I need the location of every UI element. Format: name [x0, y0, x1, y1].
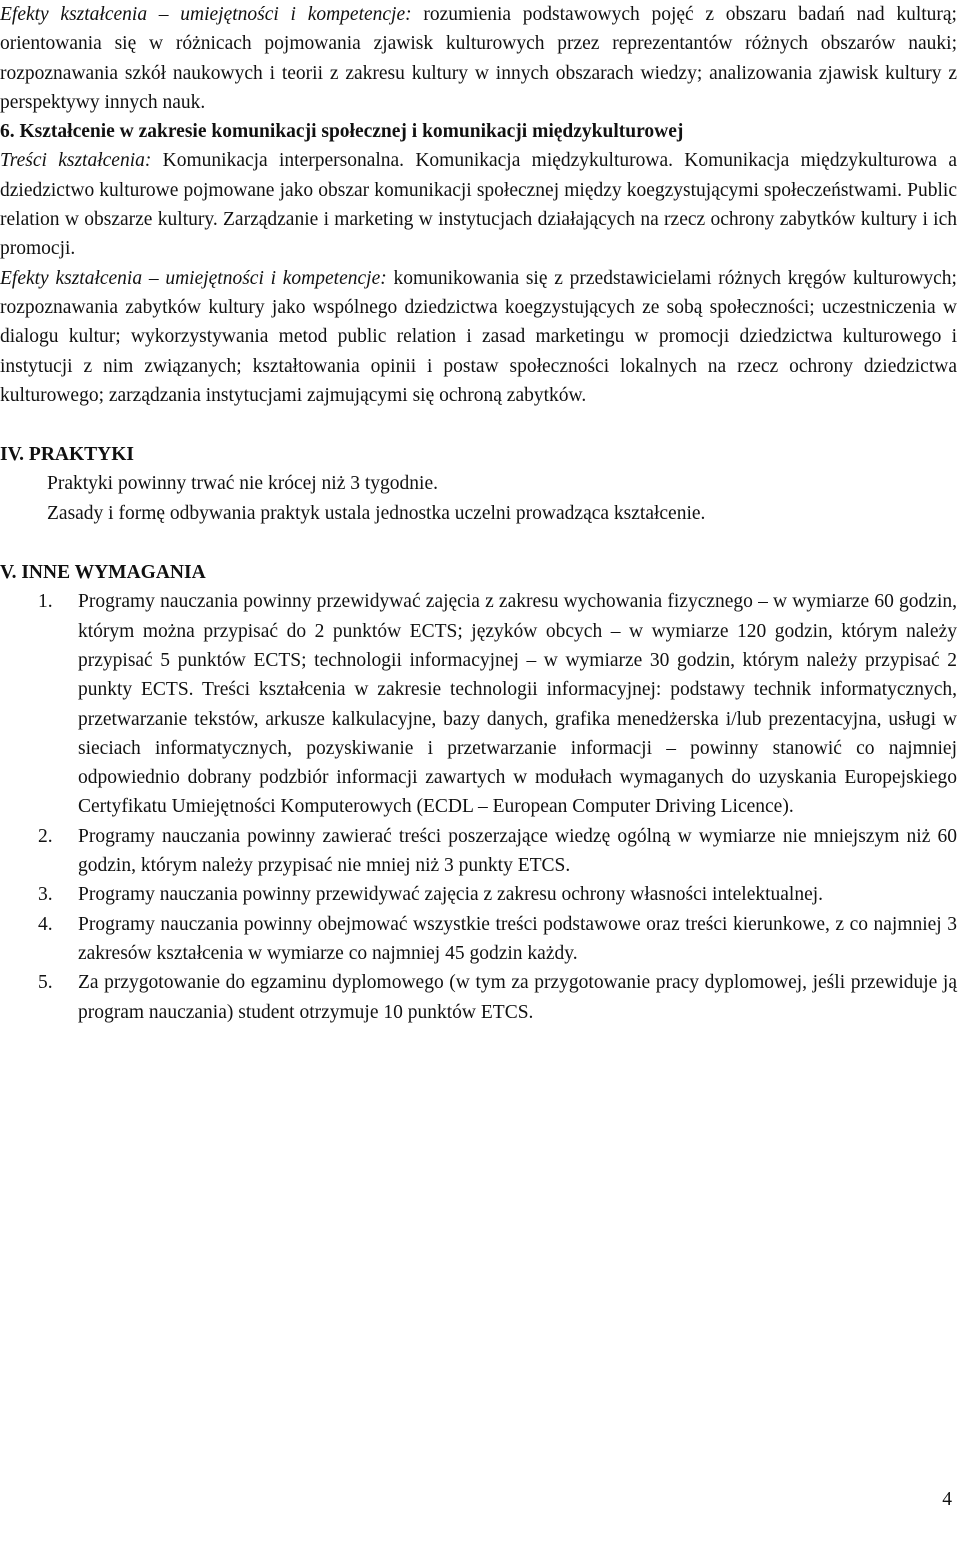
praktyki-line-1: Praktyki powinny trwać nie krócej niż 3 tygodnie. [47, 473, 438, 495]
list-item [0, 968, 957, 1027]
effects-text: komunikowania się z przedstawicielami różnych kręgów kulturowych; rozpoznawania zabytków kultury jako wspólnego dziedzictwa koegzystujących ze sobą społeczności; uczestniczenia w dialogu kultur; wykorzystywania metod public relation i zasad marketingu w promocji dziedzictwa kulturowego i instytucji z nim związanych; kształtowania opinii i postaw społeczności lokalnych na rzecz ochrony dziedzictwa kulturowego; zarządzania instytucjami zajmującymi się ochroną zabytków. [0, 267, 957, 406]
list-item-text: Programy nauczania powinny zawierać treści poszerzające wiedzę ogólną w wymiarze nie mniejszym niż 60 godzin, którym należy przypisać nie mniej niż 3 punkty ETCS. [78, 825, 957, 877]
section-v-heading: V. INNE WYMAGANIA [0, 562, 206, 584]
list-item-number: 4. [38, 913, 53, 935]
page-number: 4 [942, 1489, 952, 1510]
list-item [0, 910, 957, 969]
list-item-number: 3. [38, 884, 53, 906]
list-item [0, 880, 957, 909]
section5-effects-paragraph [0, 0, 957, 117]
praktyki-line-2: Zasady i formę odbywania praktyk ustala jednostka uczelni prowadząca kształcenie. [47, 502, 706, 524]
list-item [0, 587, 957, 821]
list-item-text: Programy nauczania powinny przewidywać zajęcia z zakresu wychowania fizycznego – w wymiarze 60 godzin, którym można przypisać do 2 punktów ECTS; języków obcych – w wymiarze 120 godzin, którym należy przypisać 5 punktów ECTS; technologii informacyjnej – w wymiarze 30 godzin, którym należy przypisać 2 punkty ECTS. Treści kształcenia w zakresie technologii informacyjnej: podstawy technik informatycznych, przetwarzanie tekstów, arkusze kalkulacyjne, bazy danych, grafika menedżerska i/lub prezentacyjna, usługi w sieciach informatycznych, pozyskiwanie i przetwarzanie informacji – powinny stanowić co najmniej odpowiednio dobrany podzbiór informacji zawartych w modułach wymaganych do uzyskania Europejskiego Certyfikatu Umiejętności Komputerowych (ECDL – European Computer Driving Licence). [78, 591, 957, 818]
list-item [0, 822, 957, 881]
effects-text: rozumienia podstawowych pojęć z obszaru badań nad kulturą; orientowania się w różnicach pojmowania zjawisk kulturowych przez reprezentantów różnych obszarów nauki; rozpoznawania szkół naukowych i teorii z zakresu kultury w innych obszarach wiedzy; analizowania zjawisk kultury z perspektywy innych nauk. [0, 4, 957, 113]
list-item-number: 2. [38, 825, 53, 847]
content-label: Treści kształcenia: [0, 150, 152, 172]
content-text: Komunikacja interpersonalna. Komunikacja międzykulturowa. Komunikacja międzykulturowa a dziedzictwo kulturowe pojmowane jako obszar komunikacji społecznej między koegzystującymi społeczeństwami. Public relation w obszarze kultury. Zarządzanie i marketing w instytucjach działających na rzecz ochrony zabytków kultury i ich promocji. [0, 150, 957, 260]
effects-label: Efekty kształcenia – umiejętności i kompetencje: [0, 4, 412, 25]
section-iv-heading: IV. PRAKTYKI [0, 444, 134, 466]
effects-label: Efekty kształcenia – umiejętności i kompetencje: [0, 267, 387, 289]
list-item-number: 5. [38, 972, 53, 994]
list-item-number: 1. [38, 591, 53, 613]
list-item-text: Za przygotowanie do egzaminu dyplomowego (w tym za przygotowanie pracy dyplomowej, jeśli przewiduje ją program nauczania) student otrzymuje 10 punktów ETCS. [78, 972, 957, 1023]
section6-effects-paragraph [0, 264, 957, 410]
section6-heading: 6. Kształcenie w zakresie komunikacji społecznej i komunikacji międzykulturowej [0, 121, 684, 143]
requirements-list [0, 587, 957, 1026]
section6-content-paragraph [0, 146, 957, 263]
list-item-text: Programy nauczania powinny przewidywać zajęcia z zakresu ochrony własności intelektualnej. [78, 884, 824, 906]
list-item-text: Programy nauczania powinny obejmować wszystkie treści podstawowe oraz treści kierunkowe, z co najmniej 3 zakresów kształcenia w wymiarze co najmniej 45 godzin każdy. [78, 913, 957, 964]
